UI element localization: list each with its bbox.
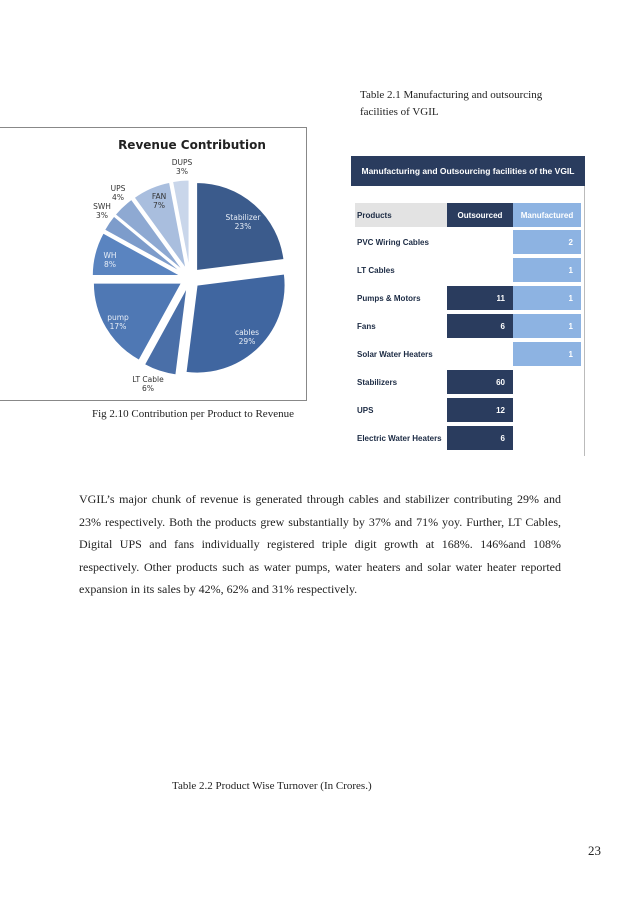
pie-label-name: FAN [151, 192, 167, 201]
chart-title: Revenue Contribution [118, 138, 266, 152]
table-row [351, 370, 585, 394]
cell-outsourced [447, 230, 513, 254]
table-row [351, 426, 585, 450]
pie-label-pct: 3% [176, 167, 188, 176]
table-row [351, 258, 585, 282]
table-row [351, 286, 585, 310]
pie-label-pct: 4% [112, 193, 124, 202]
pie-chart-svg [0, 128, 307, 402]
cell-outsourced [447, 258, 513, 282]
fig-2-10-caption: Fig 2.10 Contribution per Product to Revenue [92, 408, 294, 420]
pie-label-name: UPS [110, 184, 126, 193]
pie-label-name: pump [107, 313, 129, 322]
cell-manufactured: 1 [513, 342, 581, 366]
table-row [351, 230, 585, 254]
table-row [351, 398, 585, 422]
pie-label-pct: 6% [142, 384, 154, 393]
table-2-2-caption: Table 2.2 Product Wise Turnover (In Crores.) [172, 780, 372, 792]
pie-label-pct: 3% [96, 211, 108, 220]
cell-manufactured [513, 370, 581, 394]
cell-product: Solar Water Heaters [357, 349, 433, 359]
header-manufactured: Manufactured [513, 203, 581, 227]
pie-label-name: cables [234, 328, 260, 337]
revenue-pie-chart [0, 127, 307, 401]
cell-outsourced: 11 [447, 286, 513, 310]
table-header-row [351, 203, 585, 227]
cell-product: Pumps & Motors [357, 293, 421, 303]
pie-label-name: Stabilizer [225, 213, 261, 222]
pie-label-pct: 23% [234, 222, 252, 231]
cell-product: Electric Water Heaters [357, 433, 442, 443]
pie-label-pct: 8% [104, 260, 116, 269]
cell-product: Stabilizers [357, 377, 398, 387]
facilities-table-title: Manufacturing and Outsourcing facilities of the VGIL [351, 156, 585, 186]
page-number: 23 [588, 843, 601, 858]
pie-label-pct: 17% [109, 322, 127, 331]
table-row [351, 342, 585, 366]
pie-label-name: SWH [93, 202, 111, 211]
cell-manufactured: 1 [513, 258, 581, 282]
cell-manufactured: 1 [513, 286, 581, 310]
pie-label-name: WH [103, 251, 117, 260]
cell-outsourced: 60 [447, 370, 513, 394]
header-products: Products [355, 203, 447, 227]
pie-label-name: DUPS [171, 158, 193, 167]
header-outsourced: Outsourced [447, 203, 513, 227]
cell-manufactured [513, 398, 581, 422]
cell-manufactured: 1 [513, 314, 581, 338]
pie-slice-cables [186, 274, 285, 373]
cell-outsourced [447, 342, 513, 366]
cell-manufactured [513, 426, 581, 450]
cell-outsourced: 6 [447, 426, 513, 450]
cell-product: Fans [357, 321, 376, 331]
facilities-table [351, 156, 585, 456]
body-paragraph: VGIL’s major chunk of revenue is generated through cables and stabilizer contributing 29% and 23% respectively. Both the products grew substantially by 37% and 71% yoy. Further, LT Cables, Digital UPS and fans individually registered triple digit growth at 168%. 146%and 108% respectively. Other products such as water pumps, water heaters and solar water heater reported expansion in its sales by 42%, 62% and 31% respectively. [79, 492, 561, 596]
table-row [351, 314, 585, 338]
cell-product: PVC Wiring Cables [357, 237, 429, 247]
cell-outsourced: 12 [447, 398, 513, 422]
cell-manufactured: 2 [513, 230, 581, 254]
pie-label-name: LT Cable [132, 375, 164, 384]
pie-label-pct: 7% [153, 201, 165, 210]
table-2-1-caption: Table 2.1 Manufacturing and outsourcing facilities of VGIL [360, 89, 543, 118]
cell-outsourced: 6 [447, 314, 513, 338]
pie-label-pct: 29% [238, 337, 256, 346]
cell-product: UPS [357, 405, 374, 415]
cell-product: LT Cables [357, 265, 395, 275]
